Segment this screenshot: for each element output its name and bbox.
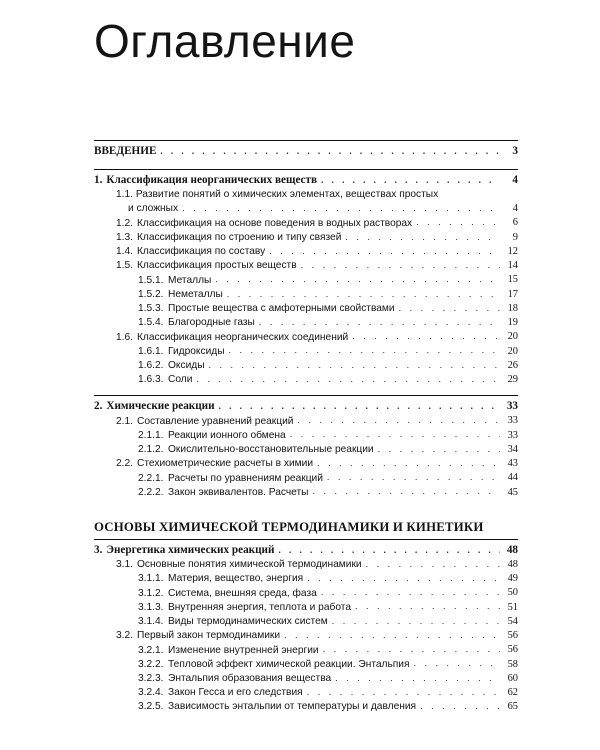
leader-dots xyxy=(420,700,500,712)
toc-page-number: 34 xyxy=(507,443,518,455)
toc-page-number: 4 xyxy=(512,174,518,187)
toc-page-number: 58 xyxy=(507,658,518,670)
toc-subsection-title: Гидроксиды xyxy=(168,345,225,357)
toc-subsection-title: Неметаллы xyxy=(168,288,223,300)
toc-subsection-number: 2.2.2. xyxy=(138,486,164,498)
toc-chapter-title: Химические реакции xyxy=(106,400,215,413)
toc-subsection-2-1-1 xyxy=(94,428,518,442)
leader-dots xyxy=(321,586,500,598)
toc-subsection-number: 1.6.3. xyxy=(138,374,164,386)
toc-subsection-number: 1.5.1. xyxy=(138,274,164,286)
toc-page-number: 48 xyxy=(506,543,518,556)
toc-subsection-3-1-4 xyxy=(94,615,518,629)
toc-subsection-number: 3.2.5. xyxy=(138,701,164,713)
toc-chapter-2 xyxy=(94,395,518,414)
toc-page-number: 18 xyxy=(507,302,518,314)
toc-chapter-number: 2. xyxy=(94,400,103,413)
toc-page-number: 49 xyxy=(507,573,518,585)
toc-page-number: 19 xyxy=(507,317,518,329)
toc-section-title: Классификация по строению и типу связей xyxy=(137,231,342,243)
toc-subsection-number: 1.5.4. xyxy=(138,317,164,329)
leader-dots xyxy=(301,259,500,271)
toc-chapter-number: 3. xyxy=(94,543,103,556)
leader-dots xyxy=(160,145,500,157)
toc-subsection-number: 3.2.3. xyxy=(138,673,164,684)
leader-dots xyxy=(259,316,500,328)
toc-section-title: Классификация простых веществ xyxy=(137,260,297,272)
toc-subsection-1-5-4 xyxy=(94,316,518,330)
toc-page-number: 45 xyxy=(507,486,518,498)
toc-subsection-title: Изменение внутренней энергии xyxy=(168,644,319,656)
leader-dots xyxy=(278,544,500,556)
toc-page-number: 26 xyxy=(507,359,518,371)
toc-subsection-3-2-3 xyxy=(94,672,518,686)
toc-section-1-6 xyxy=(94,330,518,344)
toc-section-1-4 xyxy=(94,245,518,259)
toc-chapter-3 xyxy=(94,539,518,558)
leader-dots xyxy=(182,202,500,214)
toc-entry-intro xyxy=(94,140,518,159)
toc-subsection-1-6-3 xyxy=(94,373,518,387)
leader-dots xyxy=(345,231,500,243)
toc-section-number: 3.1. xyxy=(116,559,133,571)
toc-subsection-number: 2.2.1. xyxy=(138,472,164,484)
toc-page-number: 43 xyxy=(507,458,518,470)
toc-section-number: 1.5. xyxy=(116,260,133,272)
toc-section-number: 1.1. xyxy=(116,189,133,201)
toc-page-number: 3 xyxy=(512,145,518,157)
toc-section-number: 1.6. xyxy=(116,331,133,343)
toc-section-title: Классификация на основе поведения в водных растворах xyxy=(137,217,413,229)
toc-subsection-1-5-2 xyxy=(94,288,518,302)
toc-subsection-title: Материя, вещество, энергия xyxy=(168,573,304,585)
toc-subsection-1-6-1 xyxy=(94,344,518,358)
toc-section-number: 1.3. xyxy=(116,231,133,243)
toc-section-title: Основные понятия химической термодинамики xyxy=(137,559,362,571)
toc-page-number: 6 xyxy=(512,217,518,229)
leader-dots xyxy=(366,558,500,570)
toc-page-number: 56 xyxy=(507,630,518,642)
toc-subsection-title: Виды термодинамических систем xyxy=(168,616,328,628)
leader-dots xyxy=(332,615,500,627)
toc-section-title: Составление уравнений реакций xyxy=(137,415,294,427)
toc-subsection-title: Металлы xyxy=(168,274,212,286)
leader-dots xyxy=(219,400,500,412)
toc-section-number: 3.2. xyxy=(116,630,133,642)
toc-page-number: 62 xyxy=(507,686,518,698)
leader-dots xyxy=(355,600,500,612)
leader-dots xyxy=(327,471,500,483)
toc-subsection-title: Расчеты по уравнениям реакций xyxy=(168,472,323,484)
toc-subsection-number: 3.2.4. xyxy=(138,687,164,699)
toc-subsection-title: Благородные газы xyxy=(168,317,255,329)
leader-dots xyxy=(307,686,500,698)
toc-section-title-line1: Развитие понятий о химических элементах, веществах простых xyxy=(135,189,439,201)
leader-dots xyxy=(378,443,500,455)
toc-subsection-title: Оксиды xyxy=(168,360,205,372)
toc-section-number: 1.4. xyxy=(116,246,133,258)
toc-page-number: 33 xyxy=(506,400,518,413)
leader-dots xyxy=(196,373,500,385)
page-title: Оглавление xyxy=(94,15,356,67)
leader-dots xyxy=(335,672,500,684)
toc-page-number: 51 xyxy=(507,601,518,613)
toc-page-number: 33 xyxy=(507,429,518,441)
toc-page-number: 56 xyxy=(507,644,518,656)
toc-subsection-title: Закон Гесса и его следствия xyxy=(168,687,303,699)
toc-subsection-number: 1.6.2. xyxy=(138,360,164,372)
toc-subsection-number: 3.2.2. xyxy=(138,658,164,670)
toc-chapter-1 xyxy=(94,169,518,188)
toc-subsection-title: Соли xyxy=(168,374,193,386)
toc-chapter-number: 1. xyxy=(94,174,103,187)
toc-section-1-3 xyxy=(94,231,518,245)
toc-page-number: 65 xyxy=(507,701,518,713)
toc-subsection-title: Окислительно-восстановительные реакции xyxy=(168,444,374,456)
leader-dots xyxy=(215,273,500,285)
toc-subsection-title: Закон эквивалентов. Расчеты xyxy=(168,486,309,498)
toc-subsection-number: 2.1.2. xyxy=(138,444,164,456)
toc-subsection-1-6-2 xyxy=(94,359,518,373)
toc-page-number: 14 xyxy=(507,260,518,272)
toc-subsection-1-5-3 xyxy=(94,302,518,316)
toc-subsection-number: 1.5.3. xyxy=(138,303,164,315)
leader-dots xyxy=(313,485,501,497)
toc-subsection-3-1-1 xyxy=(94,572,518,586)
toc-subsection-title: Реакции ионного обмена xyxy=(168,429,286,441)
toc-subsection-3-2-5 xyxy=(94,700,518,714)
toc-page-number: 15 xyxy=(507,274,518,286)
toc-subsection-number: 3.1.4. xyxy=(138,616,164,628)
toc-subsection-3-2-1 xyxy=(94,643,518,657)
toc-section-title-line2: и сложных xyxy=(128,203,179,215)
toc-section-title: Стехиометрические расчеты в химии xyxy=(137,458,314,470)
toc-page-number: 50 xyxy=(507,587,518,599)
toc-section-2-2 xyxy=(94,457,518,471)
toc-section-title: Первый закон термодинамики xyxy=(137,630,281,642)
toc-page-number: 54 xyxy=(507,615,518,627)
toc-subsection-title: Энтальпия образования вещества xyxy=(168,673,332,684)
toc-section-title: Классификация по составу xyxy=(137,246,266,258)
toc-section-1-1 xyxy=(94,188,518,216)
toc-subsection-3-2-4 xyxy=(94,686,518,700)
toc-subsection-number: 3.1.2. xyxy=(138,587,164,599)
leader-dots xyxy=(297,414,500,426)
toc-section-3-1 xyxy=(94,558,518,572)
toc-page-number: 20 xyxy=(507,331,518,343)
toc-section-2-1 xyxy=(94,414,518,428)
toc-subsection-number: 2.1.1. xyxy=(138,429,164,441)
toc-page-number: 48 xyxy=(507,558,518,570)
toc-subsection-1-5-1 xyxy=(94,273,518,287)
leader-dots xyxy=(209,359,500,371)
toc-subsection-title: Зависимость энтальпии от температуры и давления xyxy=(168,701,417,713)
leader-dots xyxy=(323,643,500,655)
toc-section-number: 2.2. xyxy=(116,458,133,470)
toc-page-number: 60 xyxy=(507,672,518,684)
table-of-contents xyxy=(94,140,518,714)
toc-subsection-title: Внутренняя энергия, теплота и работа xyxy=(168,601,351,613)
toc-subsection-number: 3.1.1. xyxy=(138,573,164,585)
toc-section-title: Классификация неорганических соединений xyxy=(137,331,349,343)
toc-subsection-number: 3.1.3. xyxy=(138,601,164,613)
toc-page-number: 9 xyxy=(512,231,518,243)
leader-dots xyxy=(284,629,500,641)
toc-page-number: 44 xyxy=(507,472,518,484)
toc-subsection-3-2-2 xyxy=(94,657,518,671)
leader-dots xyxy=(416,216,500,228)
leader-dots xyxy=(290,428,500,440)
toc-page-number: 29 xyxy=(507,374,518,385)
toc-subsection-2-2-1 xyxy=(94,471,518,485)
leader-dots xyxy=(227,288,500,300)
leader-dots xyxy=(399,302,500,314)
toc-entry-title: ВВЕДЕНИЕ xyxy=(94,145,157,157)
leader-dots xyxy=(307,572,500,584)
toc-subsection-title: Система, внешняя среда, фаза xyxy=(168,587,317,599)
toc-page-number: 20 xyxy=(507,345,518,357)
toc-section-number: 1.2. xyxy=(116,217,133,229)
toc-subsection-number: 1.5.2. xyxy=(138,288,164,300)
toc-section-1-2 xyxy=(94,216,518,230)
toc-chapter-title: Энергетика химических реакций xyxy=(106,543,275,556)
toc-subsection-title: Тепловой эффект химической реакции. Энтальпия xyxy=(168,658,410,670)
leader-dots xyxy=(229,344,500,356)
toc-section-1-5 xyxy=(94,259,518,273)
leader-dots xyxy=(317,457,500,469)
toc-subsection-3-1-2 xyxy=(94,586,518,600)
toc-subsection-number: 3.2.1. xyxy=(138,644,164,656)
toc-subsection-2-1-2 xyxy=(94,443,518,457)
leader-dots xyxy=(352,330,500,342)
toc-page-number: 4 xyxy=(512,203,518,215)
toc-page-number: 33 xyxy=(507,415,518,427)
toc-subsection-3-1-3 xyxy=(94,600,518,614)
toc-subsection-2-2-2 xyxy=(94,485,518,499)
toc-section-number: 2.1. xyxy=(116,415,133,427)
leader-dots xyxy=(414,657,500,669)
toc-subsection-title: Простые вещества с амфотерными свойствами xyxy=(168,303,395,315)
toc-section-3-2 xyxy=(94,629,518,643)
leader-dots xyxy=(269,245,500,257)
toc-page-number: 12 xyxy=(507,245,518,257)
leader-dots xyxy=(321,174,500,186)
toc-part-heading: ОСНОВЫ ХИМИЧЕСКОЙ ТЕРМОДИНАМИКИ И КИНЕТИКИ xyxy=(94,519,484,534)
toc-chapter-title: Классификация неорганических веществ xyxy=(106,174,318,187)
toc-subsection-number: 1.6.1. xyxy=(138,345,164,357)
toc-page-number: 17 xyxy=(507,288,518,300)
